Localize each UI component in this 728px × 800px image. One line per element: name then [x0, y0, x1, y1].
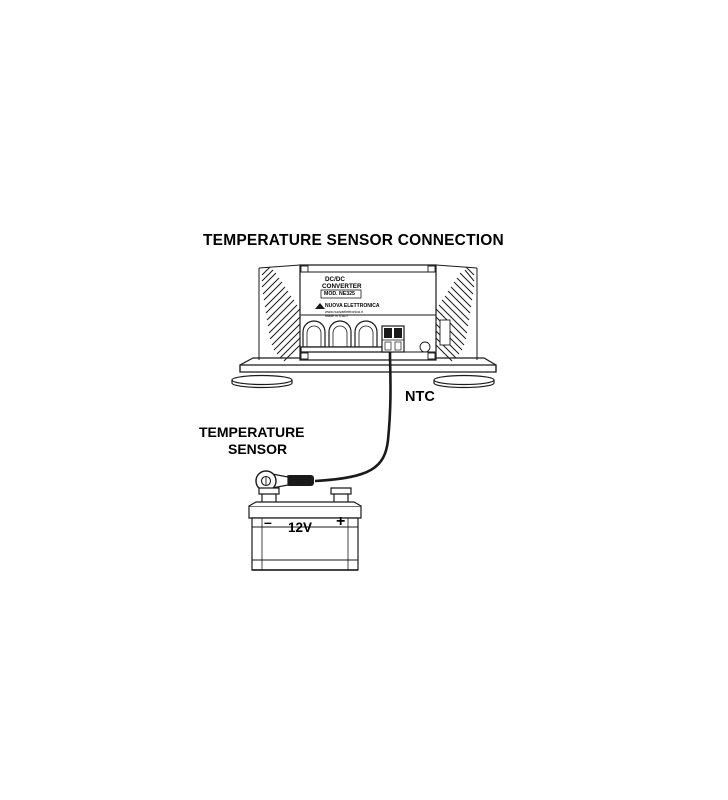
sensor-sleeve — [286, 475, 314, 486]
ntc-label: NTC — [405, 389, 435, 405]
temperature-sensor-label-line2: SENSOR — [228, 441, 288, 457]
device-name-line1: DC/DC — [325, 276, 345, 283]
device-origin-url: www.nuovaelettronica.it — [325, 310, 363, 314]
power-sockets — [303, 321, 377, 347]
mount-pad-right — [434, 376, 494, 385]
page-title: TEMPERATURE SENSOR CONNECTION — [203, 232, 504, 249]
device-model: MOD. NE325 — [324, 291, 355, 297]
device-origin-country: Made in ITALY — [325, 314, 349, 318]
mounting-plate — [240, 365, 496, 372]
ntc-terminal-block — [382, 326, 404, 352]
heatsink-right — [436, 265, 477, 361]
mount-pad-left — [232, 376, 292, 385]
heatsink-left — [259, 265, 300, 361]
battery-positive-label: + — [336, 513, 346, 530]
temperature-sensor-label-line1: TEMPERATURE — [199, 424, 305, 440]
device-name-line2: CONVERTER — [322, 283, 362, 290]
battery-voltage-label: 12V — [288, 520, 313, 535]
side-slot — [440, 320, 450, 345]
battery-negative-label: – — [264, 514, 272, 530]
ntc-wire — [315, 352, 391, 481]
device-brand: NUOVA ELETTRONICA — [325, 303, 380, 309]
